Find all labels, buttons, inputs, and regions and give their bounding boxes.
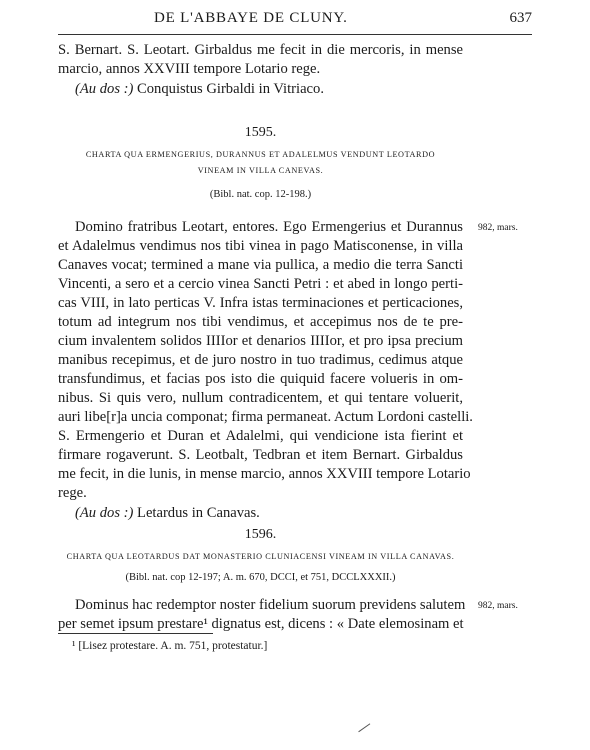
header-rule [58,34,532,35]
dorse-label: (Au dos :) [75,505,134,521]
charter-caption: CHARTA QUA LEOTARDUS DAT MONASTERIO CLUNIACENSI VINEAM IN VILLA CANAVAS. [66,552,455,561]
text-line: per semet ipsum prestare¹ dignatus est, dicens : « Date elemosinam et [58,616,464,632]
text-line: transfundimus, et facias pos isto die quiquid facere volueris in om- [58,371,463,387]
text-line: Vincenti, a sero et a cercio vinea Sancti Petri : et abed in longo perti- [58,276,463,292]
text-line: Domino fratribus Leotart, entores. Ego Ermengerius et Durannus [75,219,463,235]
dorse-note [75,80,463,99]
charter-reference: (Bibl. nat. cop 12-197; A. m. 670, DCCI, et 751, DCCLXXXII.) [125,572,396,583]
charter-number: 1595. [244,125,277,140]
text-line: cas VIII, in lato perticas V. Infra istas terminaciones et perticaciones, [58,295,463,311]
dorse-text: Conquistus Girbaldi in Vitriaco. [133,81,324,97]
dorse-label: (Au dos :) [75,81,134,97]
text-line: cium invalentem solidos IIIIor et denarios IIIIor, et pro ipsa precium [58,333,463,349]
text-line: marcio, annos XXVIII tempore Lotario rege. [58,61,321,77]
footnote: ¹ [Lisez protestare. A. m. 751, protestatur.] [72,640,268,652]
text-line: et Adalelmus vendimus nos tibi vinea in pago Matisconense, in villa [58,238,463,254]
footnote-rule [58,633,213,634]
text-line: nibus. Si quis vero, nullum contradicentem, et qui tentare voluerit, [58,390,463,406]
text-line: auri libe[r]a uncia componat; firma permaneat. Actum Lordoni castelli. [58,409,473,425]
text-line: manibus recepimus, et de juro nostro in tuo tradimus, cedimus atque [58,352,463,368]
text-line: firmare rogaverunt. S. Leotbalt, Tedbran et item Bernart. Girbaldus [58,447,463,463]
margin-date: 982, mars. [478,223,518,233]
text-line: me fecit, in die lunis, in mense marcio, annos XXVIII tempore Lotario [58,466,471,482]
charter-caption: CHARTA QUA ERMENGERIUS, DURANNUS ET ADALELMUS VENDUNT LEOTARDO [85,150,436,159]
text-line: Dominus hac redemptor noster fidelium suorum previdens salutem [75,597,466,613]
scan-mark [354,717,371,732]
text-line: Canaves vocat; termined a mane via pullica, a medio die terra Sancti [58,257,463,273]
dorse-note [75,504,463,523]
charter-reference: (Bibl. nat. cop. 12-198.) [209,189,312,200]
text-line: rege. [58,485,87,501]
text-line: S. Bernart. S. Leotart. Girbaldus me fecit in die mercoris, in mense [58,42,463,58]
running-title: DE L'ABBAYE DE CLUNY. [154,10,348,26]
margin-date: 982, mars. [478,601,518,611]
charter-number: 1596. [244,527,277,542]
text-line: totum ad integrum nos tibi vendimus, et accepimus nos de te pre- [58,314,463,330]
page-number: 637 [509,10,532,26]
text-line: S. Ermengerio et Duran et Adalelmi, qui vendicione ista fierint et [58,428,463,444]
dorse-text: Letardus in Canavas. [133,505,260,521]
charter-caption: VINEAM IN VILLA CANEVAS. [197,166,324,175]
running-header [58,10,532,32]
